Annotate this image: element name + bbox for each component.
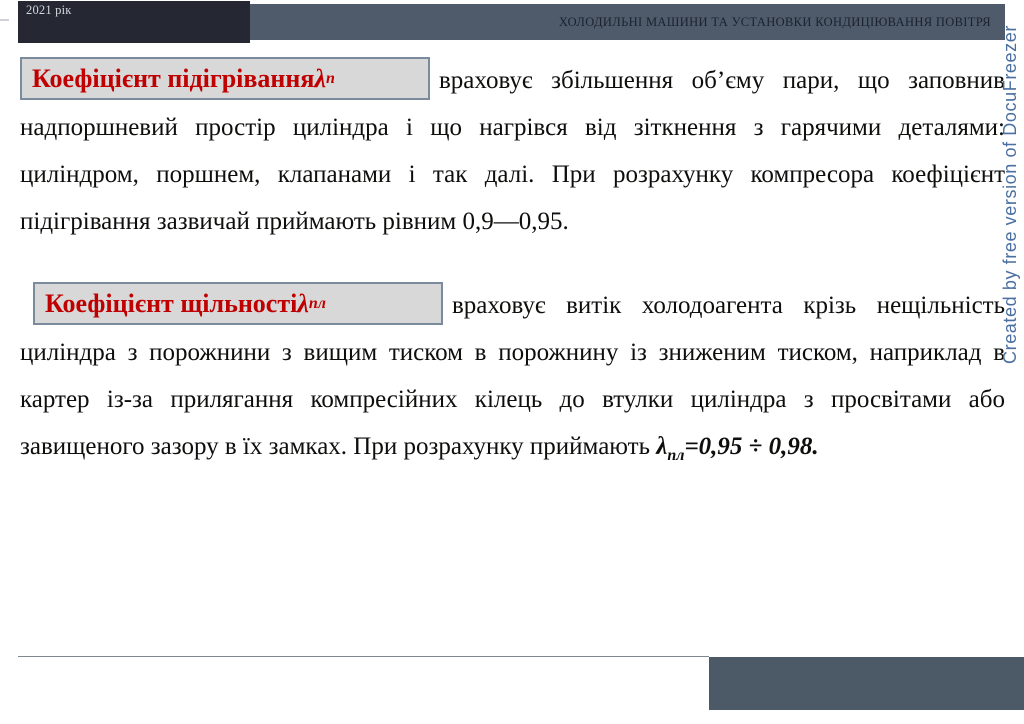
density-paragraph-text: враховує витік холодоагента крізь нещільність циліндра з порожнини з вищим тиском в порожнину із зниженим тиском, наприклад в картер із-за прилягання компресійних кілець до втулки циліндра з просвітами або завищеного зазору в їх замках. При розрахунку приймають bbox=[20, 292, 1005, 460]
lambda-symbol: λ bbox=[297, 288, 309, 318]
formula-lambda-subscript: пл bbox=[667, 447, 685, 464]
density-formula bbox=[656, 433, 819, 464]
left-edge-tick bbox=[0, 19, 9, 21]
footer-divider-line bbox=[18, 656, 709, 657]
watermark-text: Created by free version of DocuFreezer bbox=[1000, 25, 1020, 364]
density-label-text: Коефіцієнт щільності bbox=[45, 288, 298, 318]
footer-accent-box bbox=[709, 657, 1024, 710]
superheat-coefficient-label-box: Коефіцієнт підігрівання λ п bbox=[20, 57, 430, 100]
superheat-paragraph-text: враховує збільшення об’єму пари, що заповнив надпоршневий простір циліндра і що нагрівся від зіткнення з гарячими деталями: циліндром, поршнем, клапанами і так далі. При розрахунку компресора коефіцієнт підігрівання зазвичай приймають рівним 0,9—0,95. bbox=[20, 67, 1005, 235]
lambda-symbol: λ bbox=[314, 63, 327, 93]
paragraph-density-coefficient bbox=[20, 282, 1005, 470]
year-box bbox=[18, 1, 250, 43]
formula-value: =0,95 ÷ 0,98. bbox=[684, 433, 819, 460]
header-title: ХОЛОДИЛЬНІ МАШИНИ ТА УСТАНОВКИ КОНДИЦІЮВАННЯ ПОВІТРЯ bbox=[558, 14, 991, 29]
density-coefficient-label-box: Коефіцієнт щільності λ пл bbox=[33, 282, 443, 325]
year-label: 2021 рік bbox=[26, 3, 72, 17]
slide-content bbox=[20, 57, 1005, 470]
formula-lambda-symbol: λ bbox=[656, 433, 668, 460]
superheat-label-text: Коефіцієнт підігрівання bbox=[32, 63, 315, 93]
header-title-bar bbox=[250, 4, 1005, 40]
paragraph-superheat-coefficient bbox=[20, 57, 1005, 245]
